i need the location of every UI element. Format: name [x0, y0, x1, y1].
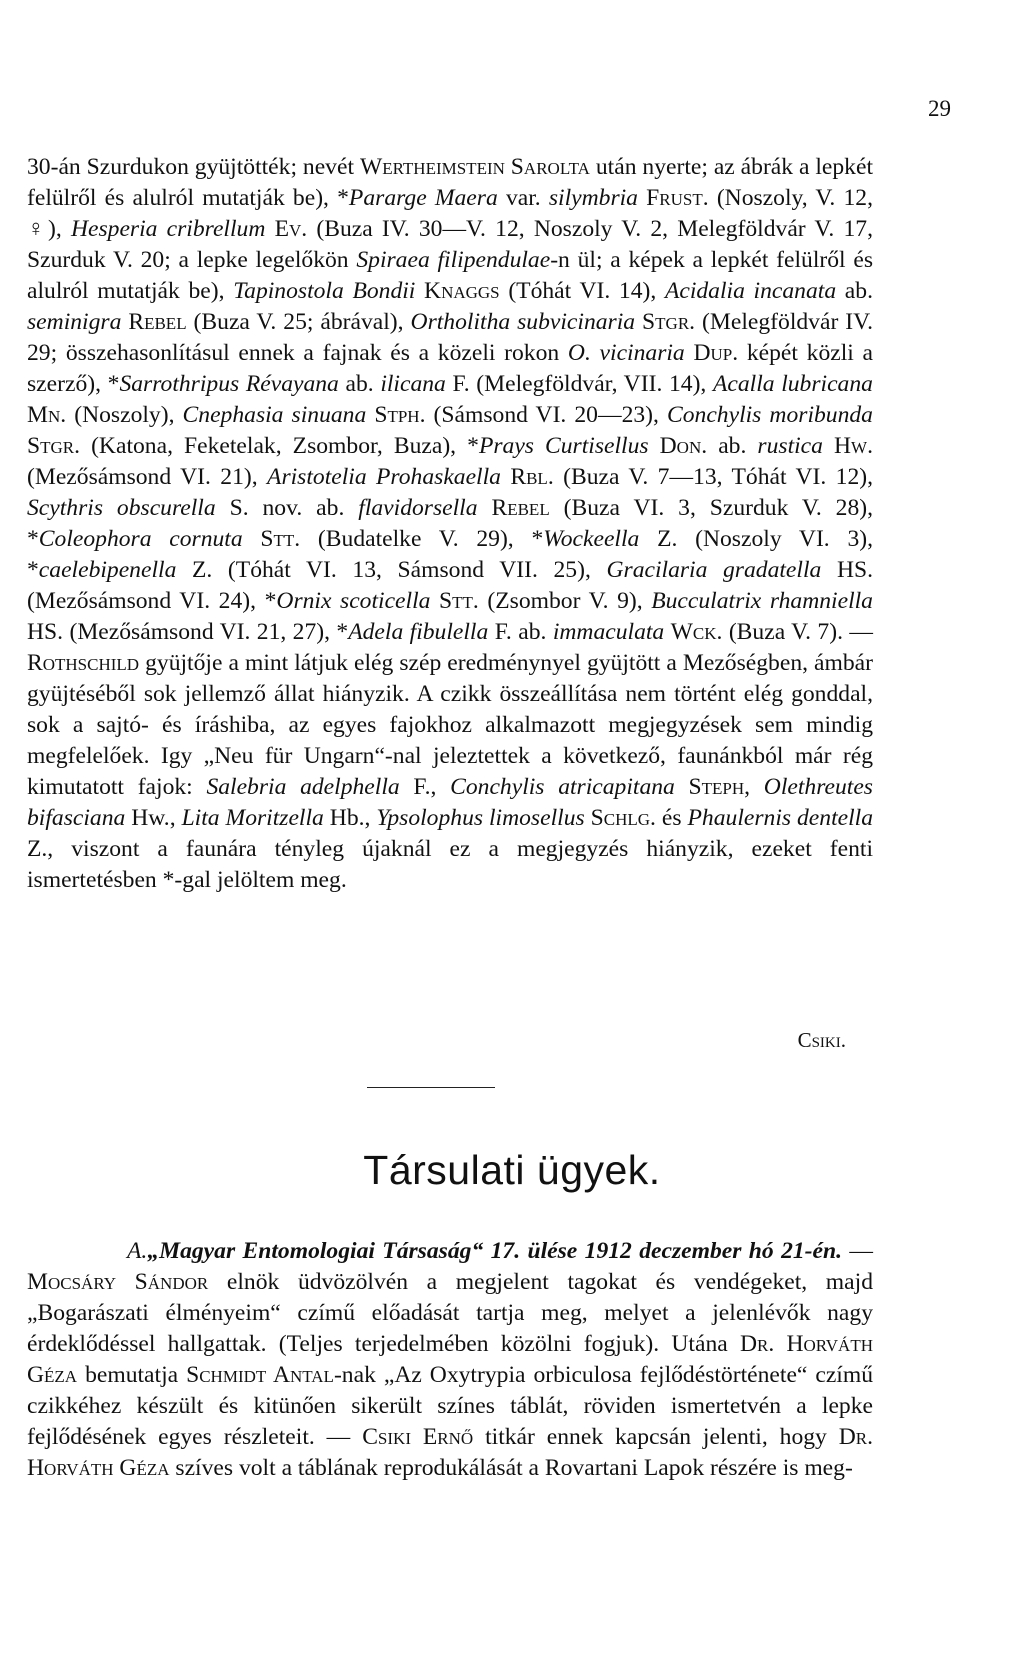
page-number: 29 [928, 96, 951, 121]
article-body [27, 152, 873, 896]
section-heading: Társulati ügyek. [363, 1147, 661, 1193]
meeting-minutes [27, 1236, 873, 1484]
article-paragraph: 30-án Szurdukon gyüjtötték; nevét Wertheimstein Sarolta után nyerte; az ábrák a lepkét felülről és alulról mutatják be), *Pararge Maera var. silymbria Frust. (Noszoly, V. 12, ♀), Hesperia cribrellum Ev. (Buza IV. 30—V. 12, Noszoly V. 2, Melegföldvár V. 17, Szurduk V. 20; a lepke legelőkön Spiraea filipendulae-n ül; a képek a lepkét felülről és alulról mutatják be), Tapinostola Bondii Knaggs (Tóhát VI. 14), Acidalia incanata ab. seminigra Rebel (Buza V. 25; ábrával), Ortholitha subvicinaria Stgr. (Melegföldvár IV. 29; összehasonlításul ennek a fajnak és a közeli rokon O. vicinaria Dup. képét közli a szerző), *Sarrothripus Révayana ab. ilicana F. (Melegföldvár, VII. 14), Acalla lubricana Mn. (Noszoly), Cnephasia sinuana Stph. (Sámsond VI. 20—23), Conchylis moribunda Stgr. (Katona, Feketelak, Zsombor, Buza), *Prays Curtisellus Don. ab. rustica Hw. (Mezősámsond VI. 21), Aristotelia Prohaskaella Rbl. (Buza V. 7—13, Tóhát VI. 12), Scythris obscurella S. nov. ab. flavidorsella Rebel (Buza VI. 3, Szurduk V. 28), *Coleophora cornuta Stt. (Budatelke V. 29), *Wockeella Z. (Noszoly VI. 3), *caelebipenella Z. (Tóhát VI. 13, Sámsond VII. 25), Gracilaria gradatella HS. (Mezősámsond VI. 24), *Ornix scoticella Stt. (Zsombor V. 9), Bucculatrix rhamniella HS. (Mezősámsond VI. 21, 27), *Adela fibulella F. ab. immaculata Wck. (Buza V. 7). — Rothschild gyüjtője a mint látjuk elég szép eredménynyel gyüjtött a Mezőségben, ámbár gyüjtéséből sok jellemző állat hiányzik. A czikk összeállítása nem történt elég gonddal, sok a sajtó- és íráshiba, az egyes fajokhoz alkalmazott megjegyzések sem mindig megfelelőek. Igy „Neu für Ungarn“-nal jeleztettek a következő, faunánkból már rég kimutatott fajok: Salebria adelphella F., Conchylis atricapitana Steph, Olethreutes bifasciana Hw., Lita Moritzella Hb., Ypsolophus limosellus Schlg. és Phaulernis dentella Z., viszont a faunára tényleg újaknál ez a megjegyzés hiányzik, ezeket fenti ismertetésben *-gal jelöltem meg. [27, 154, 874, 893]
section-divider [367, 1087, 495, 1088]
minutes-paragraph: A.„Magyar Entomologiai Társaság“ 17. ülése 1912 deczember hó 21-én. — Mocsáry Sándor elnök üdvözölvén a megjelent tagokat és vendégeket, majd „Bogarászati élményeim“ czímű előadását tartja meg, melyet a jelenlévők nagy érdeklődéssel hallgattak. (Teljes terjedelmében közölni fogjuk). Utána Dr. Horváth Géza bemutatja Schmidt Antal-nak „Az Oxytrypia orbiculosa fejlődéstörténete“ czímű czikkéhez készült és kitünően sikerült színes táblát, röviden ismertetvén a lepke fejlődésének egyes részleteit. — Csiki Ernő titkár ennek kapcsán jelenti, hogy Dr. Horváth Géza szíves volt a táblának reprodukálását a Rovartani Lapok részére is meg- [27, 1238, 874, 1481]
author-signature: Csiki. [797, 1028, 846, 1052]
